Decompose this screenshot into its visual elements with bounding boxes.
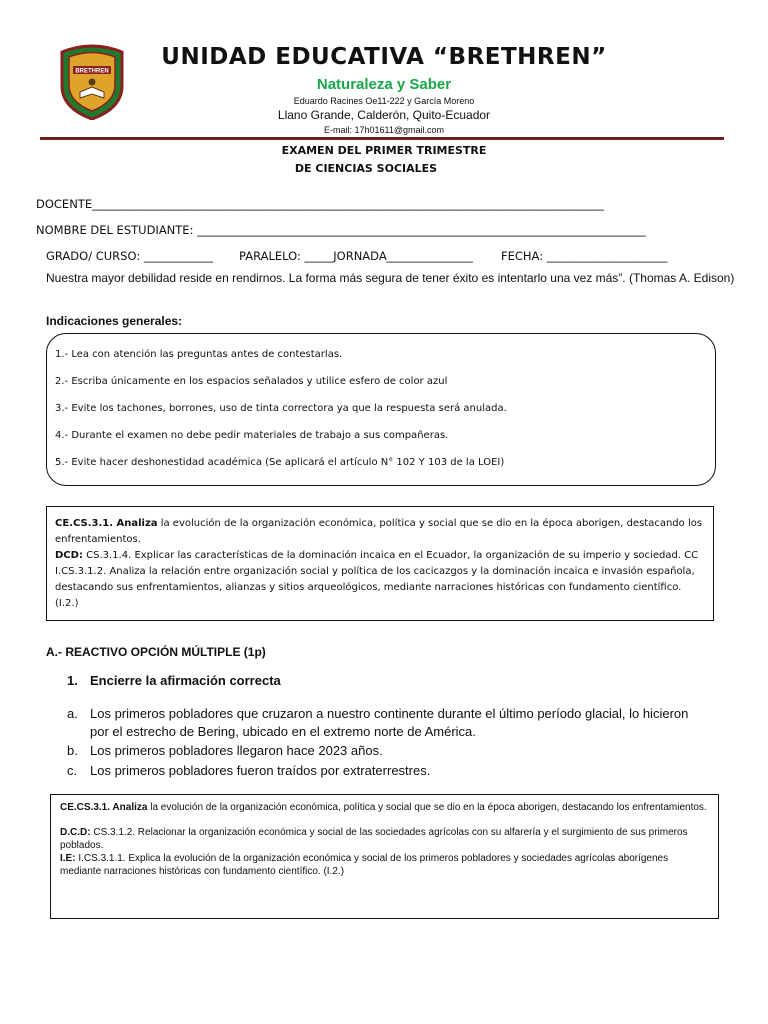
dcd-text: CS.3.1.4. Explicar las características de la dominación incaica en el Ecuador, la organización de su imperio y sociedad. CC I.CS.3.1.2. Analiza la relación entre organización social y política de los cacicazgos y la dominación incaica e invasión española, destacando sus enfrentamientos, alianzas y sitios arqueológicos, mediante narraciones históricas con fundamento científico. (I.2.) xyxy=(55,550,699,609)
ce-text: la evolución de la organización económica, política y social que se dio en la época aborigen, destacando los enfrentamientos. xyxy=(147,802,707,813)
school-email: E-mail: 17h01611@gmail.com xyxy=(323,125,445,135)
ie-text: I.CS.3.1.1. Explica la evolución de la organización económica y social de los primeros pobladores y sociedades agrícolas aborígenes mediante narraciones históricas con fundamento científico. (I.2.) xyxy=(60,853,669,877)
question-number: 1. xyxy=(67,673,78,688)
indicaciones-title: Indicaciones generales: xyxy=(46,314,183,328)
docente-field[interactable]: DOCENTE_________________________________________________________________________________________ xyxy=(36,197,604,211)
edison-quote: Nuestra mayor debilidad reside en rendirnos. La forma más segura de tener éxito es intentarlo una vez más”. (Thomas A. Edison) xyxy=(46,271,735,285)
indicacion-item: 1.- Lea con atención las preguntas antes de contestarlas. xyxy=(55,349,343,360)
school-name: UNIDAD EDUCATIVA “BRETHREN” xyxy=(161,44,607,70)
indicacion-item: 4.- Durante el examen no debe pedir materiales de trabajo a sus compañeras. xyxy=(55,430,449,441)
question-1 xyxy=(67,673,281,688)
indicacion-item: 3.- Evite los tachones, borrones, uso de tinta correctora ya que la respuesta será anulada. xyxy=(55,403,507,414)
option-letter: b. xyxy=(67,743,78,758)
grado-field[interactable]: GRADO/ CURSO: ____________ xyxy=(46,249,213,263)
indicacion-item: 5.- Evite hacer deshonestidad académica (Se aplicará el artículo N° 102 Y 103 de la LOEI) xyxy=(55,457,505,468)
dcd-label: DCD: xyxy=(55,550,83,561)
ce-label: CE.CS.3.1. Analiza xyxy=(55,518,158,529)
ce-text: la evolución de la organización económica, política y social que se dio en la época aborigen, destacando los enfrentamientos. xyxy=(55,518,703,545)
option-letter: a. xyxy=(67,706,78,721)
logo-text: BRETHREN xyxy=(75,68,109,75)
exam-subtitle: DE CIENCIAS SOCIALES xyxy=(294,162,438,175)
exam-title: EXAMEN DEL PRIMER TRIMESTRE xyxy=(281,144,487,157)
criterio-box-2 xyxy=(50,794,719,919)
option-b[interactable] xyxy=(67,742,707,760)
section-a-title: A.- REACTIVO OPCIÓN MÚLTIPLE (1p) xyxy=(46,645,266,659)
indicacion-item: 2.- Escriba únicamente en los espacios señalados y utilice esfero de color azul xyxy=(55,376,448,387)
paralelo-jornada-field[interactable]: PARALELO: _____JORNADA_______________ xyxy=(239,249,473,263)
option-c[interactable] xyxy=(67,762,707,780)
option-text: Los primeros pobladores llegaron hace 2023 años. xyxy=(90,743,383,758)
option-letter: c. xyxy=(67,763,78,778)
school-motto: Naturaleza y Saber xyxy=(316,76,452,93)
ce-label: CE.CS.3.1. Analiza xyxy=(60,802,148,813)
question-text: Encierre la afirmación correcta xyxy=(90,673,281,688)
ie-label: I.E: xyxy=(60,853,76,864)
dcd-label: D.C.D: xyxy=(60,827,91,838)
dcd-text: CS.3.1.2. Relacionar la organización económica y social de las sociedades agrícolas con su alfarería y el surgimiento de sus primeros poblados. xyxy=(60,827,688,851)
student-name-field[interactable]: NOMBRE DEL ESTUDIANTE: ______________________________________________________________________________ xyxy=(36,223,646,237)
option-text: Los primeros pobladores fueron traídos por extraterrestres. xyxy=(90,763,431,778)
school-city: Llano Grande, Calderón, Quito-Ecuador xyxy=(277,108,491,122)
option-text: Los primeros pobladores que cruzaron a nuestro continente durante el último período glacial, lo hicieron por el estrecho de Bering, ubicado en el extremo norte de América. xyxy=(90,706,689,739)
fecha-field[interactable]: FECHA: _____________________ xyxy=(501,249,668,263)
option-a[interactable] xyxy=(67,705,707,741)
school-address: Eduardo Racines Oe11-222 y García Moreno xyxy=(293,96,475,106)
criterio-box-1 xyxy=(46,506,714,621)
header-divider xyxy=(40,137,724,140)
